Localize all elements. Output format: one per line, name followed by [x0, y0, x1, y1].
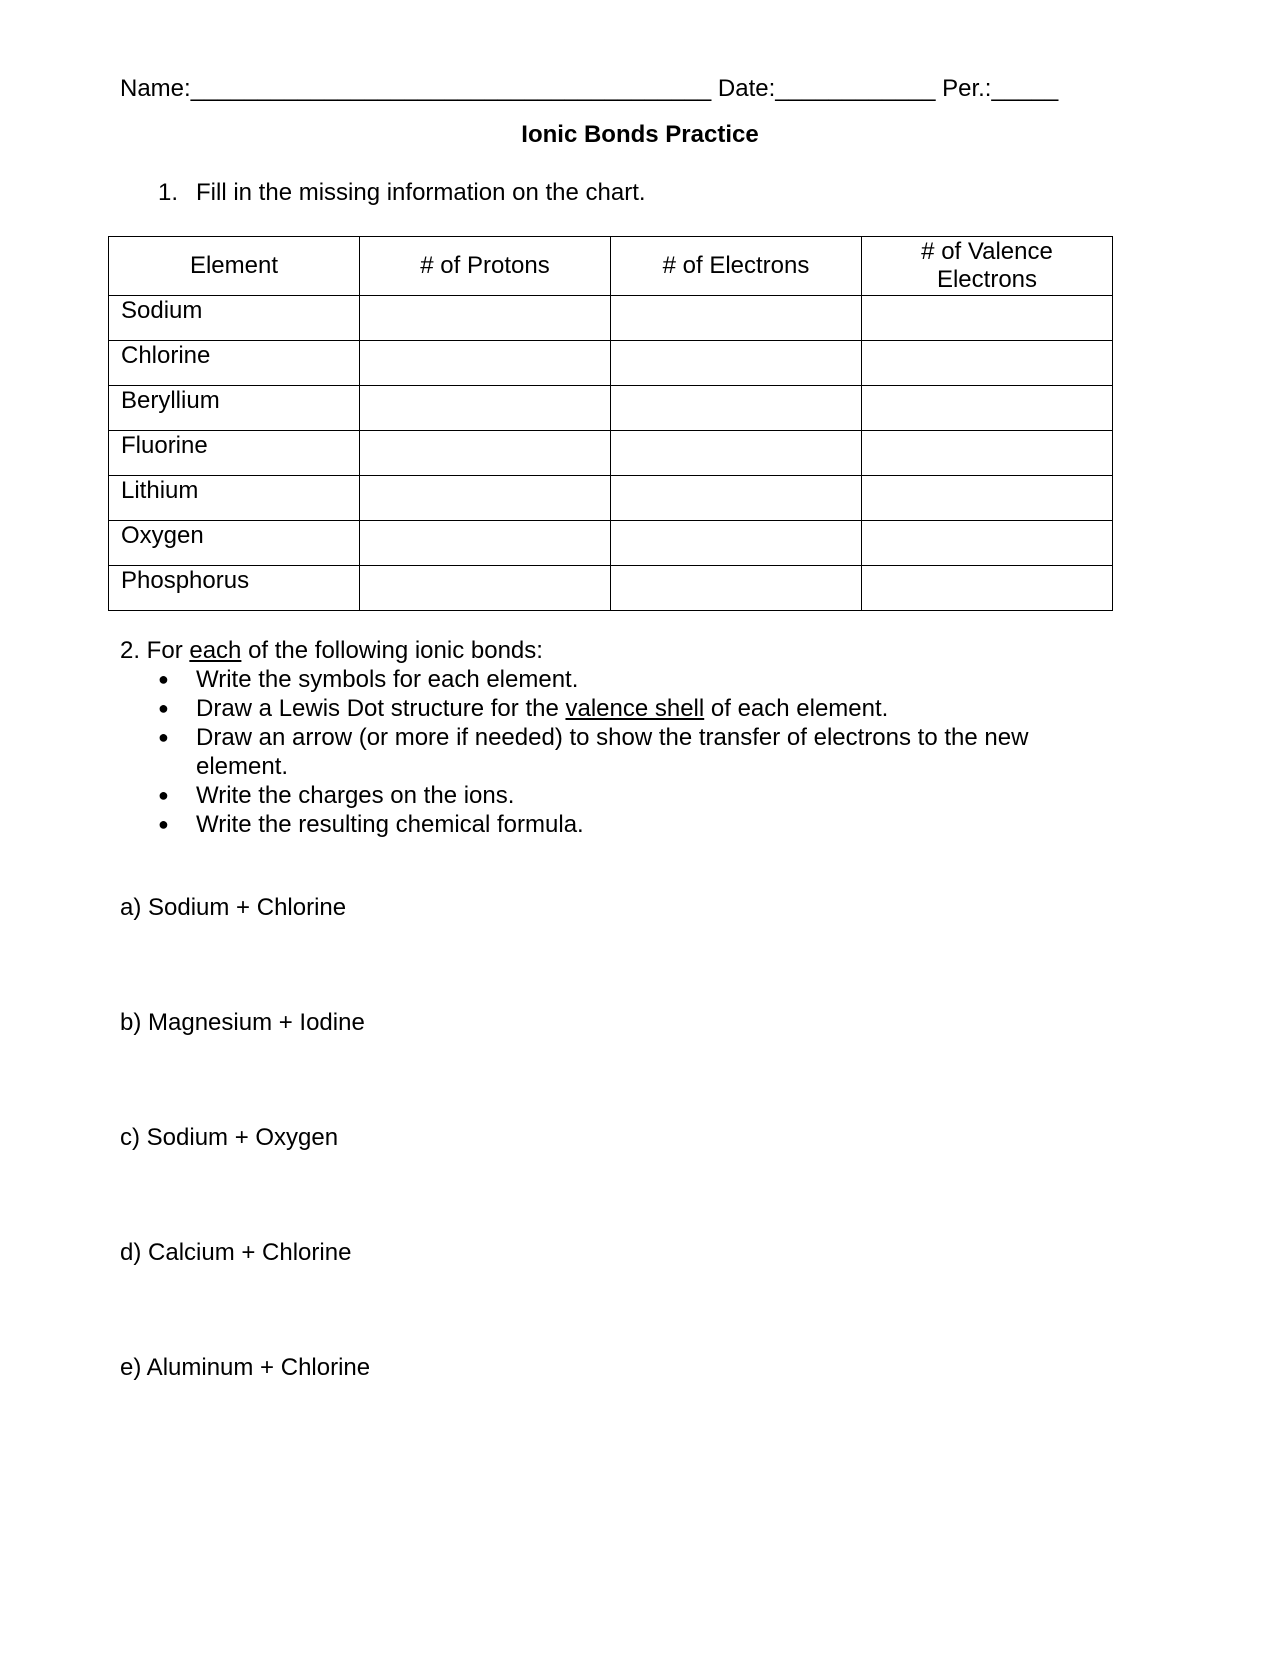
question-2-suffix: of the following ionic bonds: [241, 637, 543, 664]
table-row [109, 521, 1113, 566]
bullet-icon: ● [158, 785, 169, 805]
list-item [120, 694, 1080, 723]
instruction-text: Write the symbols for each element. [196, 666, 579, 693]
header-element: Element [109, 237, 360, 296]
instruction-text: Write the resulting chemical formula. [196, 811, 584, 838]
bullet-icon: ● [158, 814, 169, 834]
table-row [109, 296, 1113, 341]
instruction-text-after: of each element. [704, 695, 889, 722]
name-date-period-line: Name:_______________________________________ Date:____________ Per.:_____ [120, 75, 1059, 102]
table-row [109, 386, 1113, 431]
element-name: Lithium [109, 476, 360, 521]
protons-cell[interactable] [360, 566, 611, 611]
protons-cell[interactable] [360, 341, 611, 386]
bullet-icon: ● [158, 669, 169, 689]
element-name: Phosphorus [109, 566, 360, 611]
protons-cell[interactable] [360, 386, 611, 431]
header-electrons: # of Electrons [611, 237, 862, 296]
instruction-underlined: valence shell [565, 695, 705, 722]
part-a: a) Sodium + Chlorine [120, 894, 347, 921]
table-row [109, 476, 1113, 521]
protons-cell[interactable] [360, 431, 611, 476]
question-2-underlined: each [189, 637, 242, 664]
question-2 [120, 636, 1080, 839]
header-valence-electrons: # of Valence Electrons [862, 237, 1113, 296]
element-name: Oxygen [109, 521, 360, 566]
valence-cell[interactable] [862, 296, 1113, 341]
instruction-list [120, 665, 1080, 839]
header-protons: # of Protons [360, 237, 611, 296]
electrons-cell[interactable] [611, 566, 862, 611]
element-name: Fluorine [109, 431, 360, 476]
part-b: b) Magnesium + Iodine [120, 1009, 365, 1036]
table-row [109, 341, 1113, 386]
protons-cell[interactable] [360, 521, 611, 566]
valence-cell[interactable] [862, 566, 1113, 611]
table-row [109, 566, 1113, 611]
element-name: Chlorine [109, 341, 360, 386]
question-1 [158, 178, 646, 208]
list-item [120, 723, 1080, 781]
list-item [120, 665, 1080, 694]
valence-cell[interactable] [862, 521, 1113, 566]
question-2-prefix: 2. For [120, 637, 190, 664]
page-title: Ionic Bonds Practice [521, 121, 759, 148]
list-item [120, 781, 1080, 810]
element-name: Beryllium [109, 386, 360, 431]
instruction-text: Draw an arrow (or more if needed) to show the transfer of electrons to the new element. [196, 724, 1029, 780]
part-c: c) Sodium + Oxygen [120, 1124, 339, 1151]
part-d: d) Calcium + Chlorine [120, 1239, 352, 1266]
electrons-cell[interactable] [611, 521, 862, 566]
bullet-icon: ● [158, 698, 169, 718]
table-row [109, 431, 1113, 476]
instruction-text: Draw a Lewis Dot structure for the [196, 695, 566, 722]
question-1-text: Fill in the missing information on the chart. [196, 179, 646, 206]
electrons-cell[interactable] [611, 476, 862, 521]
part-e: e) Aluminum + Chlorine [120, 1354, 371, 1381]
electrons-cell[interactable] [611, 431, 862, 476]
question-1-number: 1. [158, 179, 179, 206]
element-chart [108, 236, 1113, 611]
valence-cell[interactable] [862, 431, 1113, 476]
electrons-cell[interactable] [611, 296, 862, 341]
electrons-cell[interactable] [611, 386, 862, 431]
instruction-text: Write the charges on the ions. [196, 782, 515, 809]
bullet-icon: ● [158, 727, 169, 747]
chart-header-row [109, 237, 1113, 296]
protons-cell[interactable] [360, 296, 611, 341]
valence-cell[interactable] [862, 341, 1113, 386]
question-2-intro [120, 636, 1080, 665]
element-name: Sodium [109, 296, 360, 341]
valence-cell[interactable] [862, 386, 1113, 431]
electrons-cell[interactable] [611, 341, 862, 386]
protons-cell[interactable] [360, 476, 611, 521]
list-item [120, 810, 1080, 839]
valence-cell[interactable] [862, 476, 1113, 521]
